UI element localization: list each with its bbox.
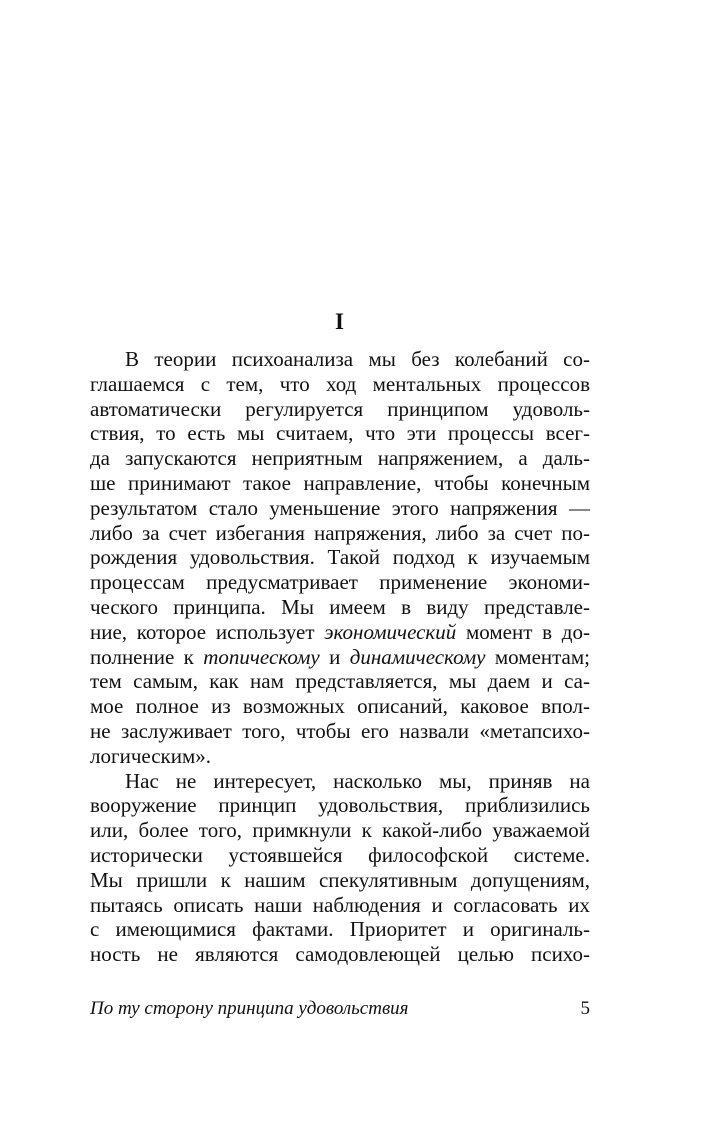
text-run: ствия, то есть мы считаем, что эти процессы всег- [90, 421, 590, 446]
text-run: Мы пришли к нашим спекулятивным допущениям, [90, 867, 590, 892]
text-line [90, 694, 590, 719]
emphasized-term: экономический [324, 619, 457, 644]
text-line [90, 471, 590, 496]
body-text [90, 347, 590, 967]
text-run: не заслуживает того, чтобы его назвали «метапсихо- [90, 718, 590, 743]
text-run: рождения удовольствия. Такой подход к изучаемым [90, 545, 590, 570]
text-line [90, 496, 590, 521]
text-line [90, 942, 590, 967]
text-line [90, 446, 590, 471]
text-line [90, 372, 590, 397]
text-line [90, 917, 590, 942]
text-run: либо за счет избегания напряжения, либо за счет по- [90, 520, 590, 545]
paragraph [90, 347, 590, 769]
text-line [90, 347, 590, 372]
text-line [90, 868, 590, 893]
text-run: момент в до- [456, 619, 590, 644]
text-run: и [319, 644, 350, 669]
text-run: исторически устоявшейся философской системе. [90, 842, 590, 867]
text-line [90, 521, 590, 546]
text-line [90, 397, 590, 422]
text-run: процессам предусматривает применение экономи- [90, 570, 590, 595]
text-line [90, 669, 590, 694]
text-run: глашаемся с тем, что ход ментальных процессов [90, 371, 590, 396]
text-run: моментам; [485, 644, 590, 669]
chapter-number: I [335, 309, 344, 334]
text-run: ние, которое использует [90, 619, 325, 644]
running-title: По ту сторону принципа удовольствия [90, 998, 409, 1019]
emphasized-term: динамическому [349, 644, 486, 669]
emphasized-term: топическому [203, 644, 320, 669]
text-run: полнение к [90, 644, 204, 669]
text-line [90, 893, 590, 918]
text-run: Нас не интересует, насколько мы, приняв на [125, 768, 590, 793]
text-line [90, 570, 590, 595]
text-line [90, 545, 590, 570]
text-run: В теории психоанализа мы без колебаний со- [125, 347, 590, 371]
paragraph [90, 769, 590, 967]
text-run: вооружение принцип удовольствия, приблизились [90, 793, 590, 818]
text-run: да запускаются неприятным напряжением, а даль- [90, 446, 590, 471]
text-run: или, более того, примкнули к какой-либо уважаемой [90, 818, 590, 843]
text-run: тем самым, как нам представляется, мы даем и са- [90, 669, 590, 694]
text-line [90, 620, 590, 645]
page-number: 5 [580, 998, 590, 1019]
text-run: ческого принципа. Мы имеем в виду представле- [90, 594, 590, 619]
text-run: пытаясь описать наши наблюдения и согласовать их [90, 892, 590, 917]
text-line [90, 595, 590, 620]
text-line [90, 843, 590, 868]
text-line [90, 744, 590, 769]
text-run: автоматически регулируется принципом удоволь- [90, 396, 590, 421]
text-run: ше принимают такое направление, чтобы конечным [90, 470, 590, 495]
text-line [90, 719, 590, 744]
text-run: с имеющимися фактами. Приоритет и оригиналь- [90, 917, 590, 942]
text-run: ность не являются самодовлеющей целью психо- [90, 942, 590, 967]
text-line [90, 793, 590, 818]
text-run: результатом стало уменьшение этого напряжения — [90, 495, 590, 520]
text-run: мое полное из возможных описаний, каковое впол- [90, 694, 590, 719]
text-line [90, 769, 590, 794]
text-line [90, 645, 590, 670]
text-line [90, 818, 590, 843]
text-run: логическим». [90, 743, 212, 768]
text-line [90, 421, 590, 446]
page-footer [90, 995, 590, 1023]
